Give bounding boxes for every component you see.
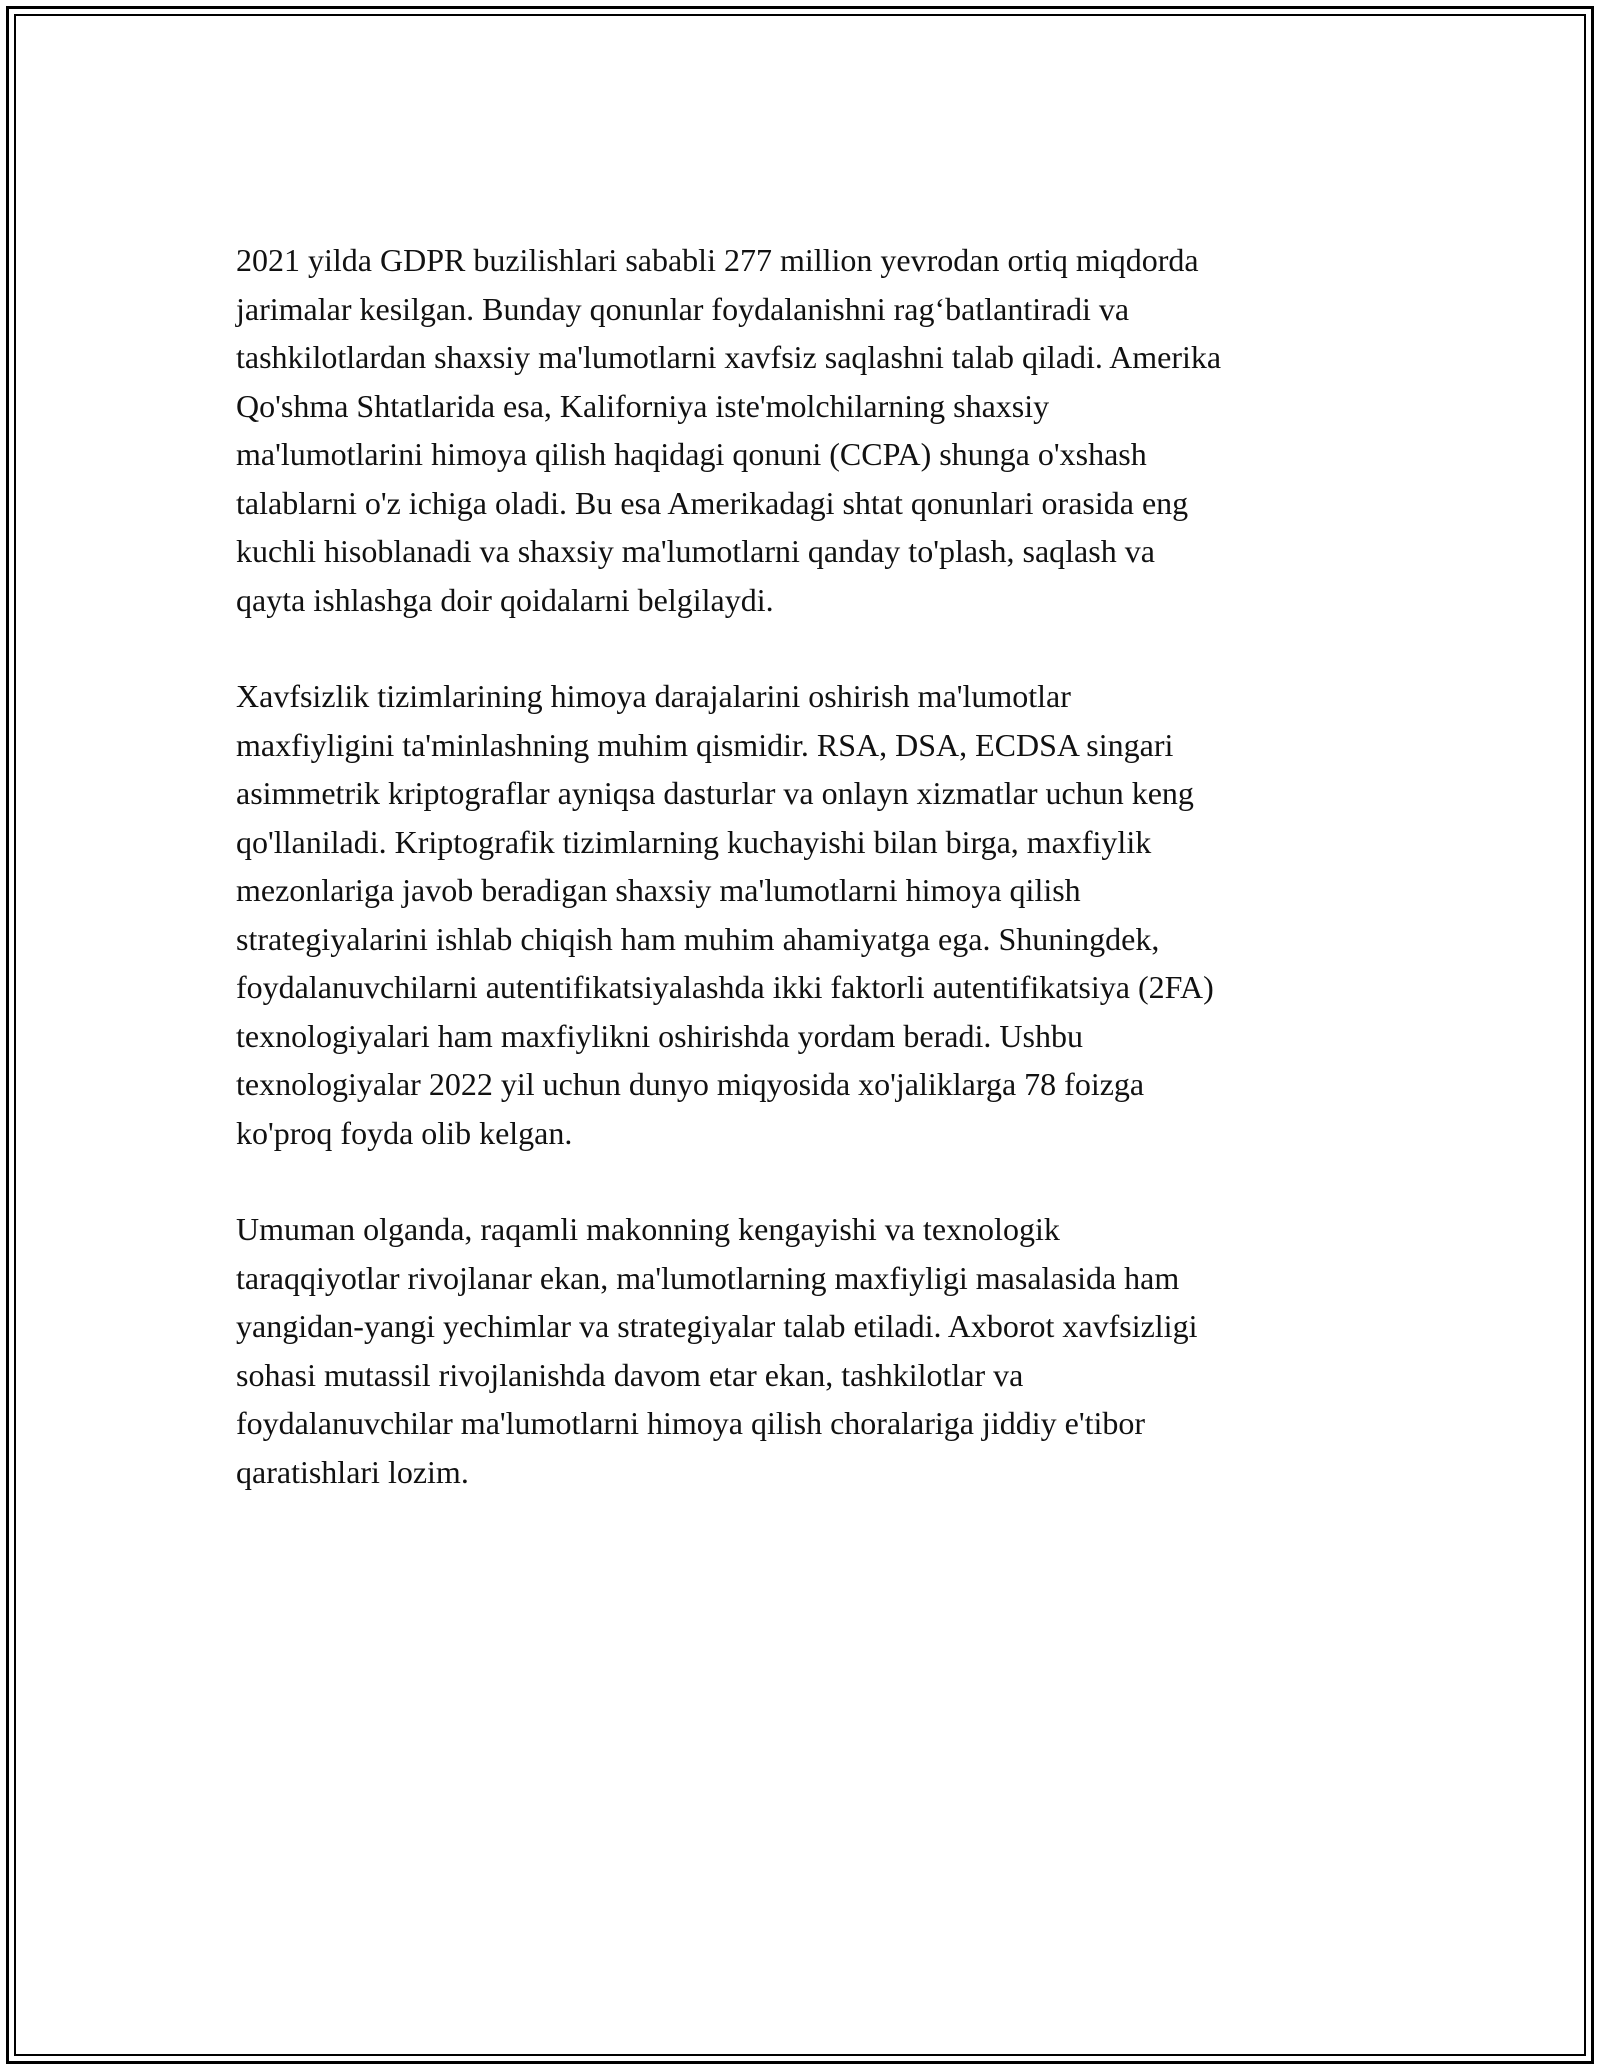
text-line: Qo'shma Shtatlarida esa, Kaliforniya iste'molchilarning shaxsiy — [236, 387, 1050, 424]
text-line: kuchli hisoblanadi va shaxsiy ma'lumotlarni qanday to'plash, saqlash va — [236, 533, 1155, 569]
text-line: qaratishlari lozim. — [236, 1453, 469, 1490]
text-line: tashkilotlardan shaxsiy ma'lumotlarni xavfsiz saqlashni talab qiladi. Amerika — [236, 339, 1222, 375]
text-line: yangidan-yangi yechimlar va strategiyalar talab etiladi. Axborot xavfsizligi — [236, 1308, 1198, 1344]
text-line: mezonlariga javob beradigan shaxsiy ma'lumotlarni himoya qilish — [236, 872, 1081, 908]
text-line: qo'llaniladi. Kriptografik tizimlarning kuchayishi bilan birga, maxfiylik — [236, 823, 1152, 860]
text-line: texnologiyalar 2022 yil uchun dunyo miqyosida xo'jaliklarga 78 foizga — [236, 1066, 1145, 1102]
document-body — [236, 236, 1376, 1544]
text-line: sohasi mutassil rivojlanishda davom etar ekan, tashkilotlar va — [236, 1356, 1024, 1393]
text-line: Umuman olganda, raqamli makonning kengayishi va texnologik — [236, 1211, 1060, 1247]
text-line: asimmetrik kriptograflar ayniqsa dasturlar va onlayn xizmatlar uchun keng — [236, 775, 1194, 811]
text-line: foydalanuvchilarni autentifikatsiyalashda ikki faktorli autentifikatsiya (2FA) — [236, 969, 1214, 1005]
text-line: taraqqiyotlar rivojlanar ekan, ma'lumotlarning maxfiyligi masalasida ham — [236, 1259, 1180, 1296]
text-line: jarimalar kesilgan. Bunday qonunlar foydalanishni rag‘batlantiradi va — [236, 290, 1130, 327]
text-line: maxfiyligini ta'minlashning muhim qismidir. RSA, DSA, ECDSA singari — [236, 726, 1174, 763]
text-line: strategiyalarini ishlab chiqish ham muhim ahamiyatga ega. Shuningdek, — [236, 920, 1160, 957]
paragraph-conclusion — [236, 1205, 1376, 1496]
text-line: ma'lumotlarini himoya qilish haqidagi qonuni (CCPA) shunga o'xshash — [236, 436, 1147, 472]
text-line: 2021 yilda GDPR buzilishlari sababli 277 million yevrodan ortiq miqdorda — [236, 242, 1199, 278]
text-line: foydalanuvchilar ma'lumotlarni himoya qilish choralariga jiddiy e'tibor — [236, 1405, 1146, 1441]
paragraph-gdpr-ccpa — [236, 236, 1376, 624]
text-line: ko'proq foyda olib kelgan. — [236, 1114, 573, 1151]
text-line: texnologiyalari ham maxfiylikni oshirishda yordam beradi. Ushbu — [236, 1017, 1083, 1054]
text-line: qayta ishlashga doir qoidalarni belgilaydi. — [236, 581, 774, 618]
paragraph-security-systems — [236, 672, 1376, 1157]
text-line: talablarni o'z ichiga oladi. Bu esa Amerikadagi shtat qonunlari orasida eng — [236, 484, 1189, 521]
text-line: Xavfsizlik tizimlarining himoya darajalarini oshirish ma'lumotlar — [236, 678, 1071, 714]
